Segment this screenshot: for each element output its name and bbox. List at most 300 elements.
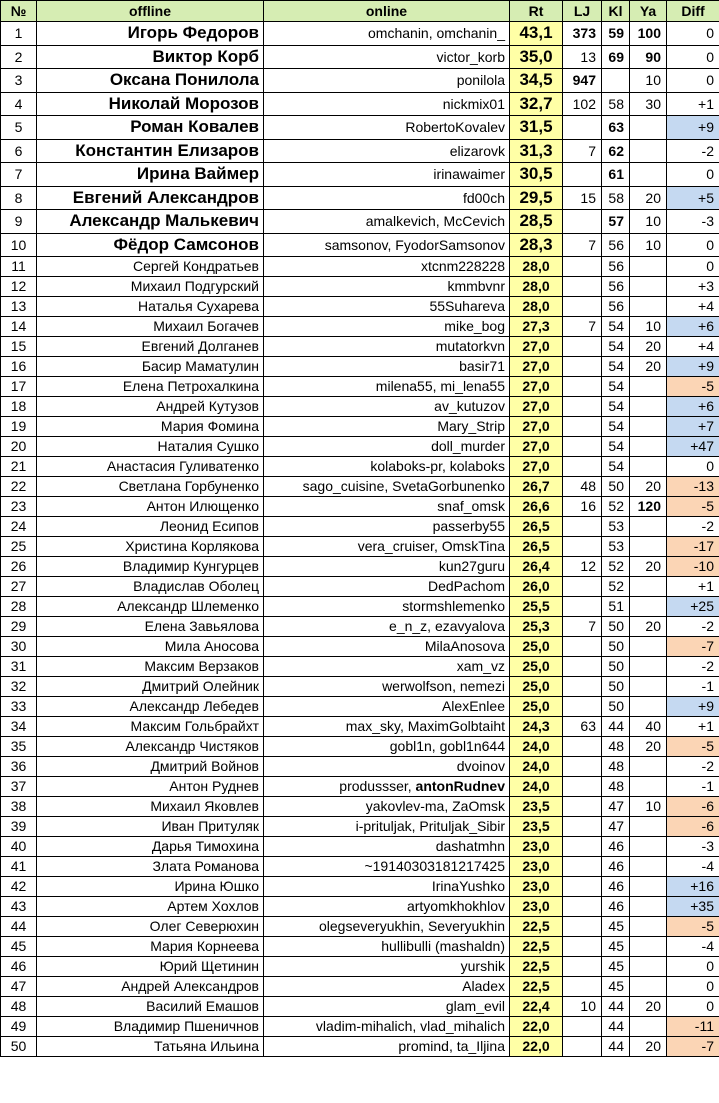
table-row <box>1 877 719 897</box>
online-nick-text: MilaAnosova <box>424 638 505 654</box>
lj-cell: 102 <box>563 92 602 116</box>
diff-cell: -6 <box>667 797 719 817</box>
online-nick-text: nickmix01 <box>442 95 505 112</box>
rating-cell: 23,0 <box>510 897 563 917</box>
diff-cell: -5 <box>667 737 719 757</box>
ya-cell <box>630 917 667 937</box>
rank-cell: 3 <box>1 69 37 93</box>
rating-cell: 30,5 <box>510 163 563 187</box>
ya-cell <box>630 877 667 897</box>
kl-cell: 52 <box>602 497 630 517</box>
ya-cell <box>630 677 667 697</box>
diff-cell: -2 <box>667 617 719 637</box>
diff-cell: 0 <box>667 977 719 997</box>
kl-cell: 56 <box>602 257 630 277</box>
online-nick-cell <box>264 597 510 617</box>
table-row <box>1 737 719 757</box>
offline-name-cell: Евгений Александров <box>37 186 264 210</box>
rank-cell: 19 <box>1 417 37 437</box>
online-nick-cell <box>264 797 510 817</box>
online-nick-cell <box>264 377 510 397</box>
rating-cell: 32,7 <box>510 92 563 116</box>
rating-cell: 25,0 <box>510 637 563 657</box>
online-nick-cell <box>264 857 510 877</box>
offline-name-cell: Константин Елизаров <box>37 139 264 163</box>
diff-cell: 0 <box>667 957 719 977</box>
kl-cell: 50 <box>602 677 630 697</box>
online-nick-cell <box>264 717 510 737</box>
offline-name-cell: Роман Ковалев <box>37 116 264 140</box>
offline-name-cell: Антон Руднев <box>37 777 264 797</box>
rank-cell: 7 <box>1 163 37 187</box>
online-nick-text: yakovlev-ma, ZaOmsk <box>365 798 505 814</box>
table-row <box>1 837 719 857</box>
rating-cell: 26,5 <box>510 537 563 557</box>
online-nick-text: dashatmhn <box>435 838 505 854</box>
kl-cell: 54 <box>602 337 630 357</box>
kl-cell: 45 <box>602 977 630 997</box>
rank-cell: 40 <box>1 837 37 857</box>
online-nick-text: kmmbvnr <box>447 278 505 294</box>
diff-cell: -7 <box>667 637 719 657</box>
rank-cell: 12 <box>1 277 37 297</box>
lj-cell: 16 <box>563 497 602 517</box>
table-row <box>1 1037 719 1057</box>
online-nick-cell <box>264 317 510 337</box>
online-nick-cell <box>264 957 510 977</box>
rank-cell: 24 <box>1 517 37 537</box>
offline-name-cell: Андрей Александров <box>37 977 264 997</box>
rank-cell: 14 <box>1 317 37 337</box>
rank-cell: 6 <box>1 139 37 163</box>
ya-cell <box>630 517 667 537</box>
online-nick-bold-text: antonRudnev <box>415 778 505 794</box>
diff-cell: +7 <box>667 417 719 437</box>
lj-cell <box>563 597 602 617</box>
rank-cell: 21 <box>1 457 37 477</box>
online-nick-cell <box>264 637 510 657</box>
ya-cell <box>630 977 667 997</box>
rating-cell: 28,0 <box>510 277 563 297</box>
table-row <box>1 697 719 717</box>
diff-cell: -10 <box>667 557 719 577</box>
ya-cell: 20 <box>630 737 667 757</box>
ya-cell: 10 <box>630 797 667 817</box>
ya-cell <box>630 139 667 163</box>
rating-cell: 26,4 <box>510 557 563 577</box>
rating-cell: 22,5 <box>510 977 563 997</box>
header-diff: Diff <box>667 1 719 22</box>
lj-cell <box>563 857 602 877</box>
ya-cell: 100 <box>630 22 667 46</box>
online-nick-cell <box>264 69 510 93</box>
table-row <box>1 277 719 297</box>
offline-name-cell: Василий Емашов <box>37 997 264 1017</box>
lj-cell <box>563 257 602 277</box>
offline-name-cell: Елена Петрохалкина <box>37 377 264 397</box>
online-nick-cell <box>264 517 510 537</box>
ya-cell: 10 <box>630 317 667 337</box>
lj-cell <box>563 977 602 997</box>
diff-cell: +9 <box>667 697 719 717</box>
kl-cell: 44 <box>602 997 630 1017</box>
rank-cell: 27 <box>1 577 37 597</box>
rank-cell: 47 <box>1 977 37 997</box>
ya-cell: 20 <box>630 997 667 1017</box>
table-row <box>1 677 719 697</box>
diff-cell: -7 <box>667 1037 719 1057</box>
online-nick-text: werwolfson, nemezi <box>382 678 505 694</box>
lj-cell: 7 <box>563 233 602 257</box>
lj-cell <box>563 297 602 317</box>
rank-cell: 4 <box>1 92 37 116</box>
online-nick-text: victor_korb <box>436 48 505 65</box>
kl-cell: 54 <box>602 417 630 437</box>
lj-cell <box>563 637 602 657</box>
kl-cell: 54 <box>602 457 630 477</box>
rating-cell: 31,5 <box>510 116 563 140</box>
diff-cell: 0 <box>667 997 719 1017</box>
rating-cell: 27,0 <box>510 377 563 397</box>
diff-cell: 0 <box>667 45 719 69</box>
lj-cell: 7 <box>563 139 602 163</box>
table-body <box>1 22 719 1057</box>
lj-cell <box>563 737 602 757</box>
kl-cell: 54 <box>602 317 630 337</box>
rating-cell: 27,0 <box>510 337 563 357</box>
rank-cell: 11 <box>1 257 37 277</box>
online-nick-text: yurshik <box>460 958 505 974</box>
rating-cell: 28,5 <box>510 210 563 234</box>
rating-cell: 25,0 <box>510 697 563 717</box>
rank-cell: 22 <box>1 477 37 497</box>
ya-cell: 40 <box>630 717 667 737</box>
online-nick-text: gobl1n, gobl1n644 <box>389 738 505 754</box>
offline-name-cell: Христина Корлякова <box>37 537 264 557</box>
diff-cell: +9 <box>667 116 719 140</box>
rating-cell: 22,0 <box>510 1037 563 1057</box>
lj-cell <box>563 677 602 697</box>
offline-name-cell: Сергей Кондратьев <box>37 257 264 277</box>
online-nick-cell <box>264 116 510 140</box>
online-nick-cell <box>264 897 510 917</box>
online-nick-cell <box>264 697 510 717</box>
diff-cell: +9 <box>667 357 719 377</box>
offline-name-cell: Александр Малькевич <box>37 210 264 234</box>
diff-cell: -11 <box>667 1017 719 1037</box>
lj-cell <box>563 837 602 857</box>
online-nick-cell <box>264 577 510 597</box>
rating-cell: 23,0 <box>510 877 563 897</box>
online-nick-cell <box>264 477 510 497</box>
online-nick-cell <box>264 817 510 837</box>
online-nick-text: hullibulli (mashaldn) <box>381 938 505 954</box>
table-row <box>1 777 719 797</box>
online-nick-cell <box>264 417 510 437</box>
lj-cell <box>563 817 602 837</box>
kl-cell: 53 <box>602 537 630 557</box>
online-nick-cell <box>264 337 510 357</box>
diff-cell: +35 <box>667 897 719 917</box>
rating-cell: 27,0 <box>510 437 563 457</box>
kl-cell: 46 <box>602 857 630 877</box>
online-nick-cell <box>264 277 510 297</box>
table-row <box>1 497 719 517</box>
table-row <box>1 210 719 234</box>
rating-cell: 24,0 <box>510 737 563 757</box>
kl-cell: 50 <box>602 477 630 497</box>
lj-cell: 12 <box>563 557 602 577</box>
online-nick-text: samsonov, FyodorSamsonov <box>324 236 505 253</box>
rank-cell: 45 <box>1 937 37 957</box>
rating-cell: 27,3 <box>510 317 563 337</box>
table-row <box>1 657 719 677</box>
rank-cell: 28 <box>1 597 37 617</box>
online-nick-text: artyomkhokhlov <box>406 898 505 914</box>
ya-cell: 120 <box>630 497 667 517</box>
rating-cell: 22,4 <box>510 997 563 1017</box>
online-nick-cell <box>264 210 510 234</box>
table-row <box>1 897 719 917</box>
table-row <box>1 257 719 277</box>
kl-cell: 58 <box>602 92 630 116</box>
diff-cell: 0 <box>667 457 719 477</box>
offline-name-cell: Александр Чистяков <box>37 737 264 757</box>
ya-cell <box>630 397 667 417</box>
kl-cell: 58 <box>602 186 630 210</box>
rank-cell: 5 <box>1 116 37 140</box>
kl-cell: 44 <box>602 1017 630 1037</box>
online-nick-text: snaf_omsk <box>437 498 505 514</box>
ya-cell: 10 <box>630 210 667 234</box>
ya-cell <box>630 857 667 877</box>
kl-cell: 50 <box>602 617 630 637</box>
rating-cell: 25,0 <box>510 677 563 697</box>
online-nick-cell <box>264 777 510 797</box>
rating-cell: 26,6 <box>510 497 563 517</box>
lj-cell: 10 <box>563 997 602 1017</box>
offline-name-cell: Юрий Щетинин <box>37 957 264 977</box>
offline-name-cell: Александр Шлеменко <box>37 597 264 617</box>
offline-name-cell: Наталья Сухарева <box>37 297 264 317</box>
offline-name-cell: Виктор Корб <box>37 45 264 69</box>
rank-cell: 30 <box>1 637 37 657</box>
diff-cell: +4 <box>667 297 719 317</box>
kl-cell: 56 <box>602 297 630 317</box>
online-nick-text: sago_cuisine, SvetaGorbunenko <box>302 478 505 494</box>
rank-cell: 49 <box>1 1017 37 1037</box>
kl-cell: 48 <box>602 737 630 757</box>
lj-cell <box>563 537 602 557</box>
rank-cell: 35 <box>1 737 37 757</box>
rating-cell: 34,5 <box>510 69 563 93</box>
rank-cell: 46 <box>1 957 37 977</box>
kl-cell: 59 <box>602 22 630 46</box>
online-nick-cell <box>264 497 510 517</box>
kl-cell: 53 <box>602 517 630 537</box>
table-row <box>1 116 719 140</box>
rating-cell: 27,0 <box>510 417 563 437</box>
online-nick-text: kun27guru <box>438 558 505 574</box>
online-nick-text: promind, ta_Iljina <box>398 1038 505 1054</box>
table-row <box>1 417 719 437</box>
ya-cell <box>630 817 667 837</box>
rank-cell: 44 <box>1 917 37 937</box>
table-row <box>1 297 719 317</box>
rating-cell: 26,0 <box>510 577 563 597</box>
kl-cell: 54 <box>602 377 630 397</box>
rating-cell: 29,5 <box>510 186 563 210</box>
diff-cell: -17 <box>667 537 719 557</box>
table-row <box>1 937 719 957</box>
kl-cell: 47 <box>602 817 630 837</box>
offline-name-cell: Игорь Федоров <box>37 22 264 46</box>
online-nick-text: olegseveryukhin, Severyukhin <box>319 918 505 934</box>
online-nick-cell <box>264 557 510 577</box>
online-nick-cell <box>264 997 510 1017</box>
diff-cell: +4 <box>667 337 719 357</box>
online-nick-cell <box>264 537 510 557</box>
offline-name-cell: Наталия Сушко <box>37 437 264 457</box>
kl-cell: 54 <box>602 397 630 417</box>
online-nick-text: 55Suhareva <box>429 298 505 314</box>
kl-cell <box>602 69 630 93</box>
rating-cell: 25,0 <box>510 657 563 677</box>
table-header <box>1 1 719 22</box>
table-row <box>1 537 719 557</box>
table-row <box>1 437 719 457</box>
lj-cell: 63 <box>563 717 602 737</box>
header-row <box>1 1 719 22</box>
online-nick-cell <box>264 457 510 477</box>
rating-cell: 24,0 <box>510 777 563 797</box>
online-nick-text: Mary_Strip <box>437 418 505 434</box>
header-online: online <box>264 1 510 22</box>
kl-cell: 45 <box>602 917 630 937</box>
diff-cell: -2 <box>667 139 719 163</box>
table-row <box>1 917 719 937</box>
diff-cell: 0 <box>667 69 719 93</box>
ya-cell: 20 <box>630 186 667 210</box>
ya-cell <box>630 597 667 617</box>
diff-cell: 0 <box>667 233 719 257</box>
kl-cell: 57 <box>602 210 630 234</box>
lj-cell <box>563 210 602 234</box>
ya-cell <box>630 277 667 297</box>
offline-name-cell: Владислав Оболец <box>37 577 264 597</box>
rank-cell: 36 <box>1 757 37 777</box>
offline-name-cell: Ирина Юшко <box>37 877 264 897</box>
rank-cell: 10 <box>1 233 37 257</box>
lj-cell <box>563 897 602 917</box>
rating-cell: 27,0 <box>510 397 563 417</box>
diff-cell: -5 <box>667 497 719 517</box>
rank-cell: 38 <box>1 797 37 817</box>
rating-cell: 23,5 <box>510 817 563 837</box>
rank-cell: 16 <box>1 357 37 377</box>
online-nick-cell <box>264 357 510 377</box>
table-row <box>1 377 719 397</box>
diff-cell: -2 <box>667 517 719 537</box>
ya-cell: 20 <box>630 477 667 497</box>
online-nick-text: irinawaimer <box>433 166 505 182</box>
table-row <box>1 397 719 417</box>
offline-name-cell: Ирина Ваймер <box>37 163 264 187</box>
lj-cell <box>563 777 602 797</box>
rating-cell: 22,5 <box>510 917 563 937</box>
online-nick-text: vladim-mihalich, vlad_mihalich <box>315 1018 505 1034</box>
table-row <box>1 186 719 210</box>
rating-cell: 27,0 <box>510 357 563 377</box>
table-row <box>1 757 719 777</box>
kl-cell: 62 <box>602 139 630 163</box>
diff-cell: +1 <box>667 577 719 597</box>
offline-name-cell: Татьяна Ильина <box>37 1037 264 1057</box>
online-nick-cell <box>264 257 510 277</box>
offline-name-cell: Дмитрий Войнов <box>37 757 264 777</box>
online-nick-cell <box>264 397 510 417</box>
ya-cell <box>630 837 667 857</box>
rank-cell: 26 <box>1 557 37 577</box>
lj-cell: 48 <box>563 477 602 497</box>
diff-cell: -3 <box>667 210 719 234</box>
lj-cell <box>563 377 602 397</box>
offline-name-cell: Александр Лебедев <box>37 697 264 717</box>
online-nick-cell <box>264 437 510 457</box>
offline-name-cell: Михаил Богачев <box>37 317 264 337</box>
diff-cell: -4 <box>667 857 719 877</box>
rank-cell: 20 <box>1 437 37 457</box>
offline-name-cell: Леонид Есипов <box>37 517 264 537</box>
offline-name-cell: Мария Фомина <box>37 417 264 437</box>
lj-cell: 15 <box>563 186 602 210</box>
online-nick-cell <box>264 297 510 317</box>
online-nick-text: elizarovk <box>449 142 505 159</box>
table-row <box>1 22 719 46</box>
rating-cell: 25,5 <box>510 597 563 617</box>
offline-name-cell: Олег Северюхин <box>37 917 264 937</box>
online-nick-text: doll_murder <box>431 438 505 454</box>
ya-cell <box>630 457 667 477</box>
offline-name-cell: Елена Завьялова <box>37 617 264 637</box>
table-row <box>1 517 719 537</box>
rank-cell: 15 <box>1 337 37 357</box>
kl-cell: 61 <box>602 163 630 187</box>
diff-cell: +6 <box>667 317 719 337</box>
online-nick-text: mutatorkvn <box>435 338 505 354</box>
rating-cell: 26,5 <box>510 517 563 537</box>
rank-cell: 41 <box>1 857 37 877</box>
kl-cell: 46 <box>602 837 630 857</box>
ya-cell: 30 <box>630 92 667 116</box>
rating-cell: 23,5 <box>510 797 563 817</box>
table-row <box>1 457 719 477</box>
rating-cell: 31,3 <box>510 139 563 163</box>
online-nick-text: stormshlemenko <box>402 598 505 614</box>
online-nick-cell <box>264 677 510 697</box>
ya-cell: 20 <box>630 617 667 637</box>
ya-cell <box>630 637 667 657</box>
lj-cell <box>563 797 602 817</box>
diff-cell: +5 <box>667 186 719 210</box>
diff-cell: -2 <box>667 657 719 677</box>
diff-cell: -5 <box>667 377 719 397</box>
ya-cell <box>630 537 667 557</box>
ya-cell <box>630 577 667 597</box>
lj-cell <box>563 517 602 537</box>
ya-cell: 20 <box>630 1037 667 1057</box>
offline-name-cell: Антон Илющенко <box>37 497 264 517</box>
